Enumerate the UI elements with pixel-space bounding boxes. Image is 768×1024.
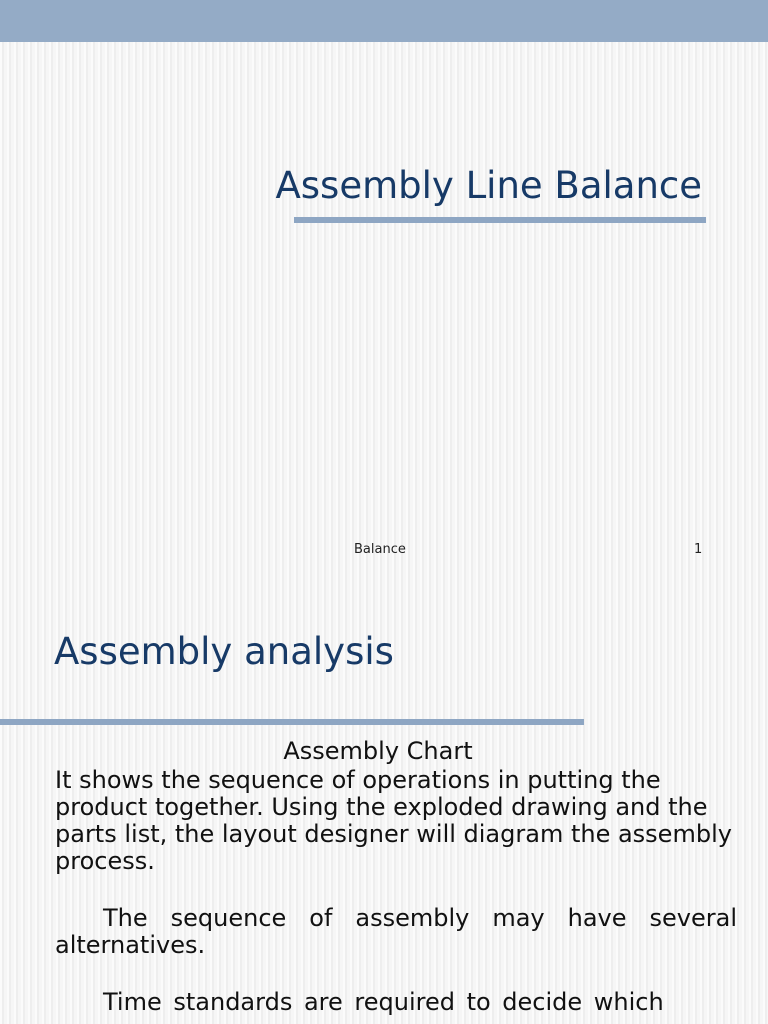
top-accent-band xyxy=(0,0,768,42)
title-underline xyxy=(294,217,706,223)
slide-2 xyxy=(0,590,768,1024)
slide-2-title: Assembly analysis xyxy=(54,630,394,673)
page-number: 1 xyxy=(694,542,703,557)
slide-body xyxy=(55,738,737,1016)
paragraph-sequence: It shows the sequence of operations in putting the product together. Using the exploded drawing and the parts list, the layout designer will diagram the assembly process. xyxy=(55,766,732,875)
assembly-chart-heading: Assembly Chart xyxy=(283,737,473,765)
slide-1-title: Assembly Line Balance xyxy=(275,164,702,207)
title-underline xyxy=(0,719,584,725)
paragraph-time-standards: Time standards are required to decide which xyxy=(103,988,664,1016)
paragraph-alternatives: The sequence of assembly may have several alternatives. xyxy=(55,904,737,959)
footer-label: Balance xyxy=(354,542,406,557)
